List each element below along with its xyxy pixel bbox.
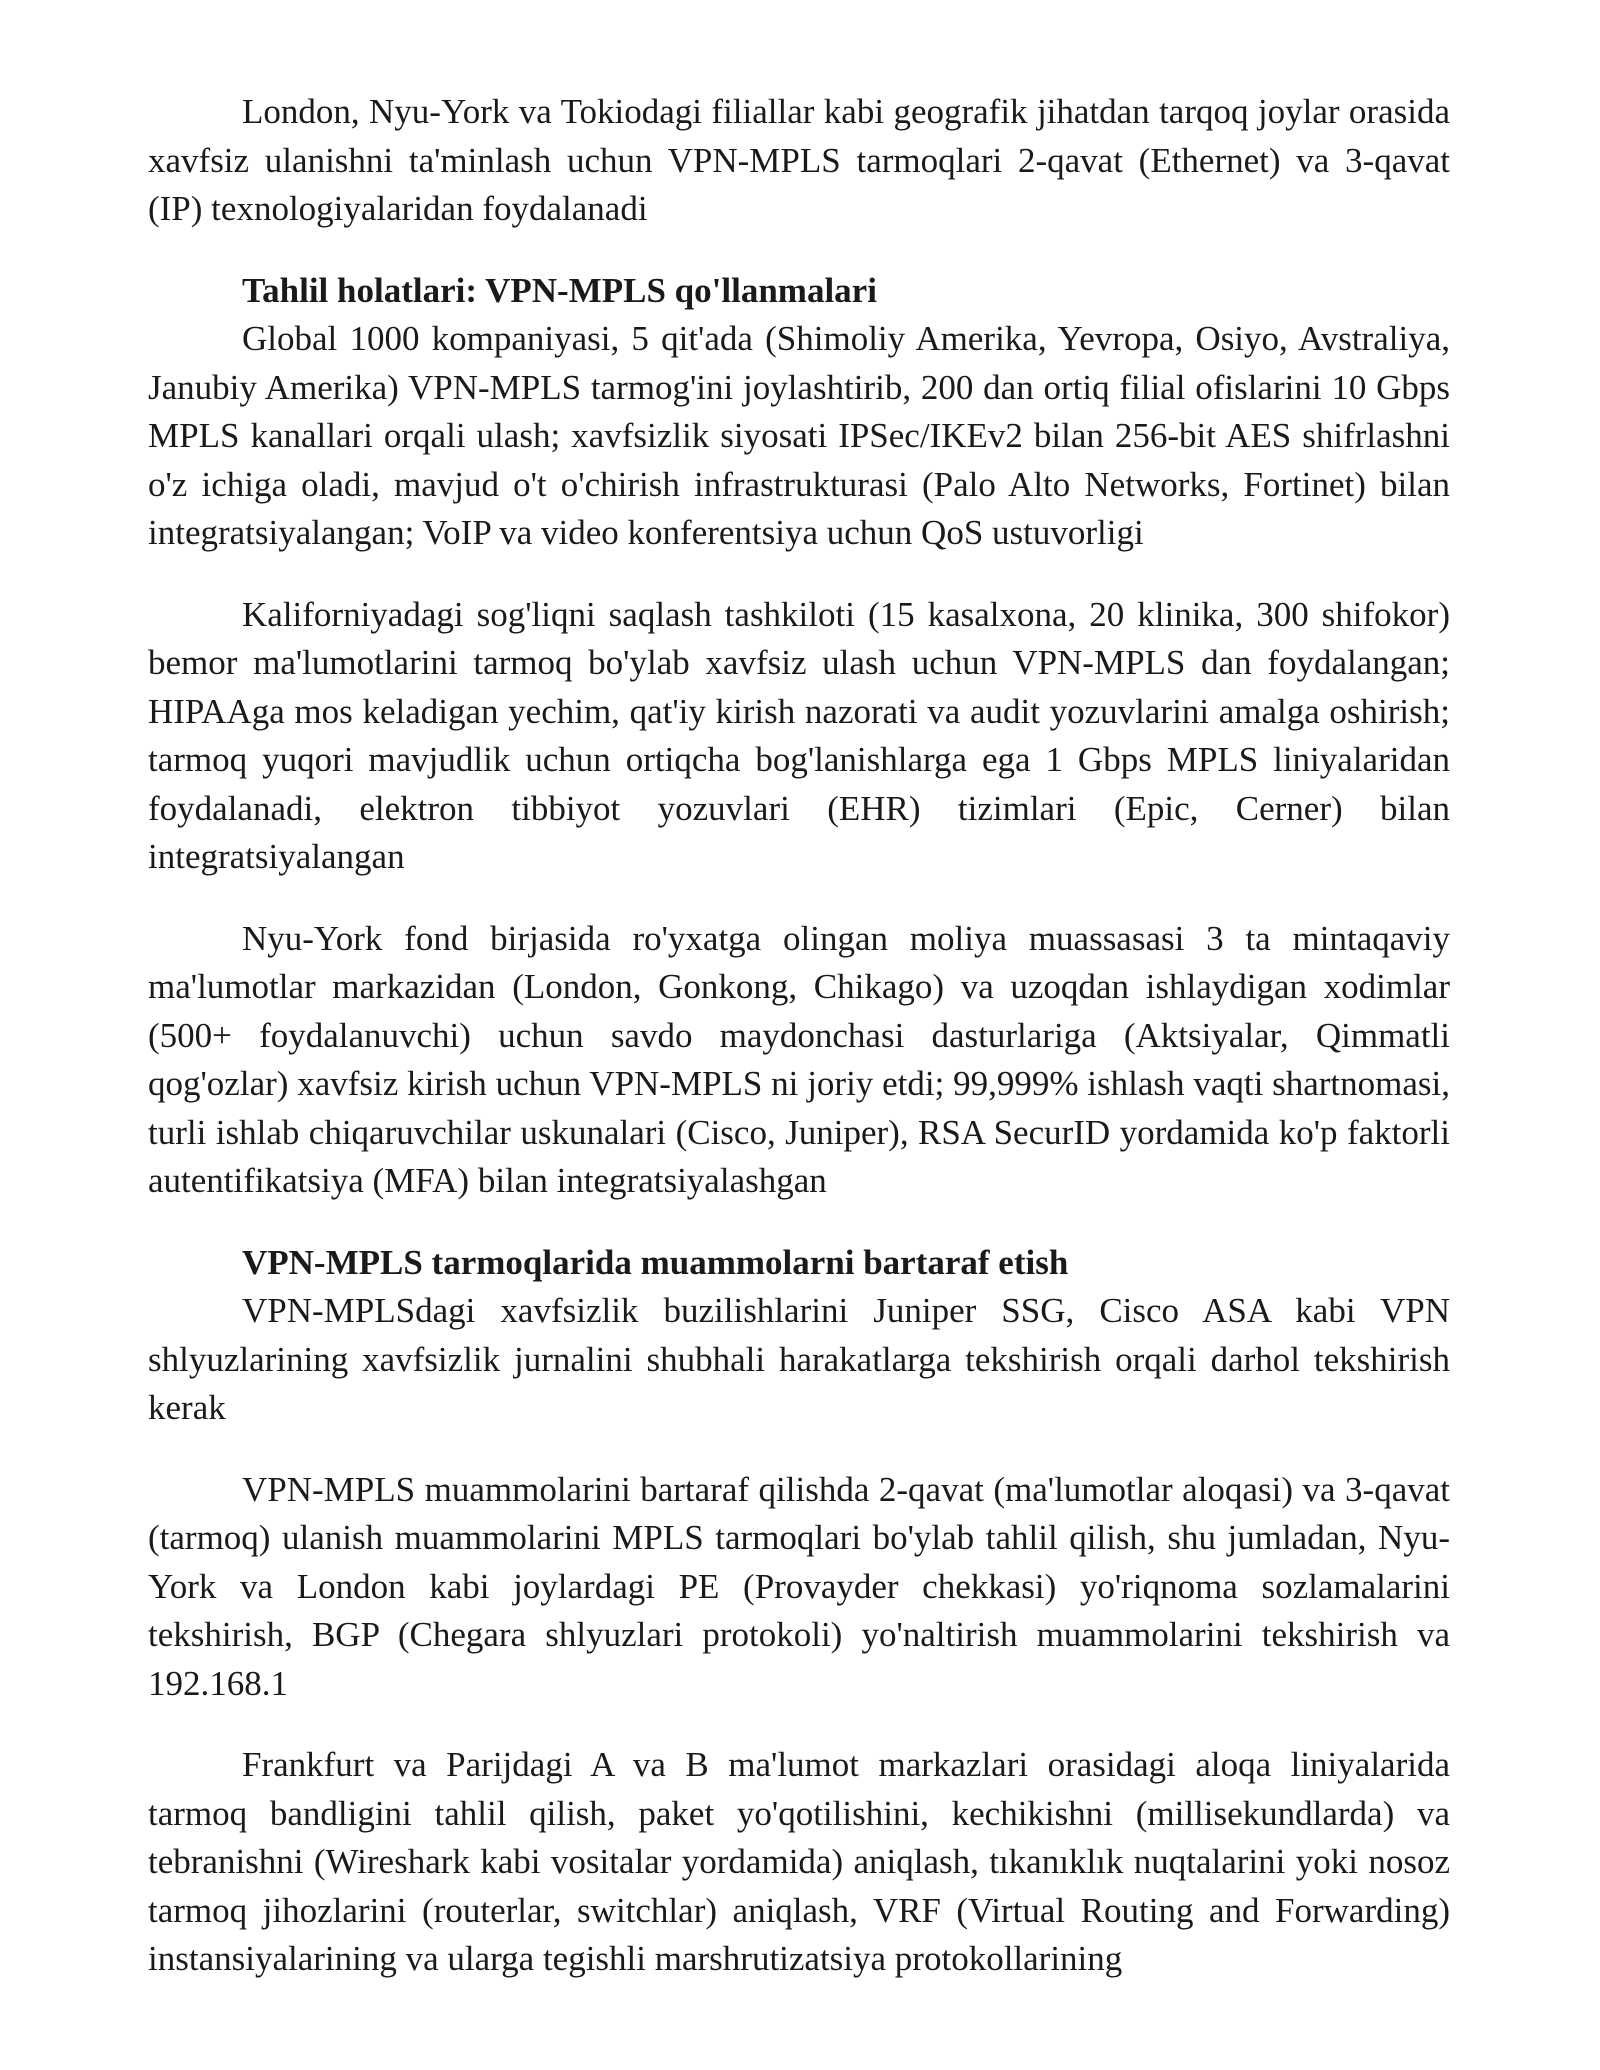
section-heading-troubleshooting: VPN-MPLS tarmoqlarida muammolarni bartaraf etish <box>242 1242 1069 1282</box>
case-study-global-paragraph: Global 1000 kompaniyasi, 5 qit'ada (Shimoliy Amerika, Yevropa, Osiyo, Avstraliya, Janubiy Amerika) VPN-MPLS tarmog'ini joylashtirib, 200 dan ortiq filial ofislarini 10 Gbps MPLS kanallari orqali ulash; xavfsizlik siyosati IPSec/IKEv2 bilan 256-bit AES shifrlashni o'z ichiga oladi, mavjud o't o'chirish infrastrukturasi (Palo Alto Networks, Fortinet) bilan integratsiyalangan; VoIP va video konferentsiya uchun QoS ustuvorligi <box>148 319 1450 552</box>
case-study-healthcare-paragraph: Kaliforniyadagi sog'liqni saqlash tashkiloti (15 kasalxona, 20 klinika, 300 shifokor) bemor ma'lumotlarini tarmoq bo'ylab xavfsiz ulash uchun VPN-MPLS dan foydalangan; HIPAAga mos keladigan yechim, qat'iy kirish nazorati va audit yozuvlarini amalga oshirish; tarmoq yuqori mavjudlik uchun ortiqcha bog'lanishlarga ega 1 Gbps MPLS liniyalaridan foydalanadi, elektron tibbiyot yozuvlari (EHR) tizimlari (Epic, Cerner) bilan integratsiyalangan <box>148 594 1450 876</box>
section-heading-case-studies: Tahlil holatlari: VPN-MPLS qo'llanmalari <box>242 270 877 310</box>
case-study-finance-paragraph: Nyu-York fond birjasida ro'yxatga olingan moliya muassasasi 3 ta mintaqaviy ma'lumotlar markazidan (London, Gonkong, Chikago) va uzoqdan ishlaydigan xodimlar (500+ foydalanuvchi) uchun savdo maydonchasi dasturlariga (Aktsiyalar, Qimmatli qog'ozlar) xavfsiz kirish uchun VPN-MPLS ni joriy etdi; 99,999% ishlash vaqti shartnomasi, turli ishlab chiqaruvchilar uskunalari (Cisco, Juniper), RSA SecurID yordamida ko'p faktorli autentifikatsiya (MFA) bilan integratsiyalashgan <box>148 918 1450 1200</box>
troubleshooting-layers-paragraph: VPN-MPLS muammolarini bartaraf qilishda 2-qavat (ma'lumotlar aloqasi) va 3-qavat (tarmoq) ulanish muammolarini MPLS tarmoqlari bo'ylab tahlil qilish, shu jumladan, Nyu-York va London kabi joylardagi PE (Provayder chekkasi) yo'riqnoma sozlamalarini tekshirish, BGP (Chegara shlyuzlari protokoli) yo'naltirish muammolarini tekshirish va 192.168.1 <box>148 1469 1450 1703</box>
troubleshooting-security-paragraph: VPN-MPLSdagi xavfsizlik buzilishlarini Juniper SSG, Cisco ASA kabi VPN shlyuzlarining xavfsizlik jurnalini shubhali harakatlarga tekshirish orqali darhol tekshirish kerak <box>148 1291 1450 1427</box>
document-page <box>148 88 1450 1984</box>
troubleshooting-datacenter-paragraph: Frankfurt va Parijdagi A va B ma'lumot markazlari orasidagi aloqa liniyalarida tarmoq bandligini tahlil qilish, paket yo'qotilishini, kechikishni (millisekundlarda) va tebranishni (Wireshark kabi vositalar yordamida) aniqlash, tıkanıklık nuqtalarini yoki nosoz tarmoq jihozlarini (routerlar, switchlar) aniqlash, VRF (Virtual Routing and Forwarding) instansiyalarining va ularga tegishli marshrutizatsiya protokollarining <box>148 1745 1450 1978</box>
intro-paragraph: London, Nyu-York va Tokiodagi filiallar kabi geografik jihatdan tarqoq joylar orasida xavfsiz ulanishni ta'minlash uchun VPN-MPLS tarmoqlari 2-qavat (Ethernet) va 3-qavat (IP) texnologiyalaridan foydalanadi <box>148 92 1450 228</box>
